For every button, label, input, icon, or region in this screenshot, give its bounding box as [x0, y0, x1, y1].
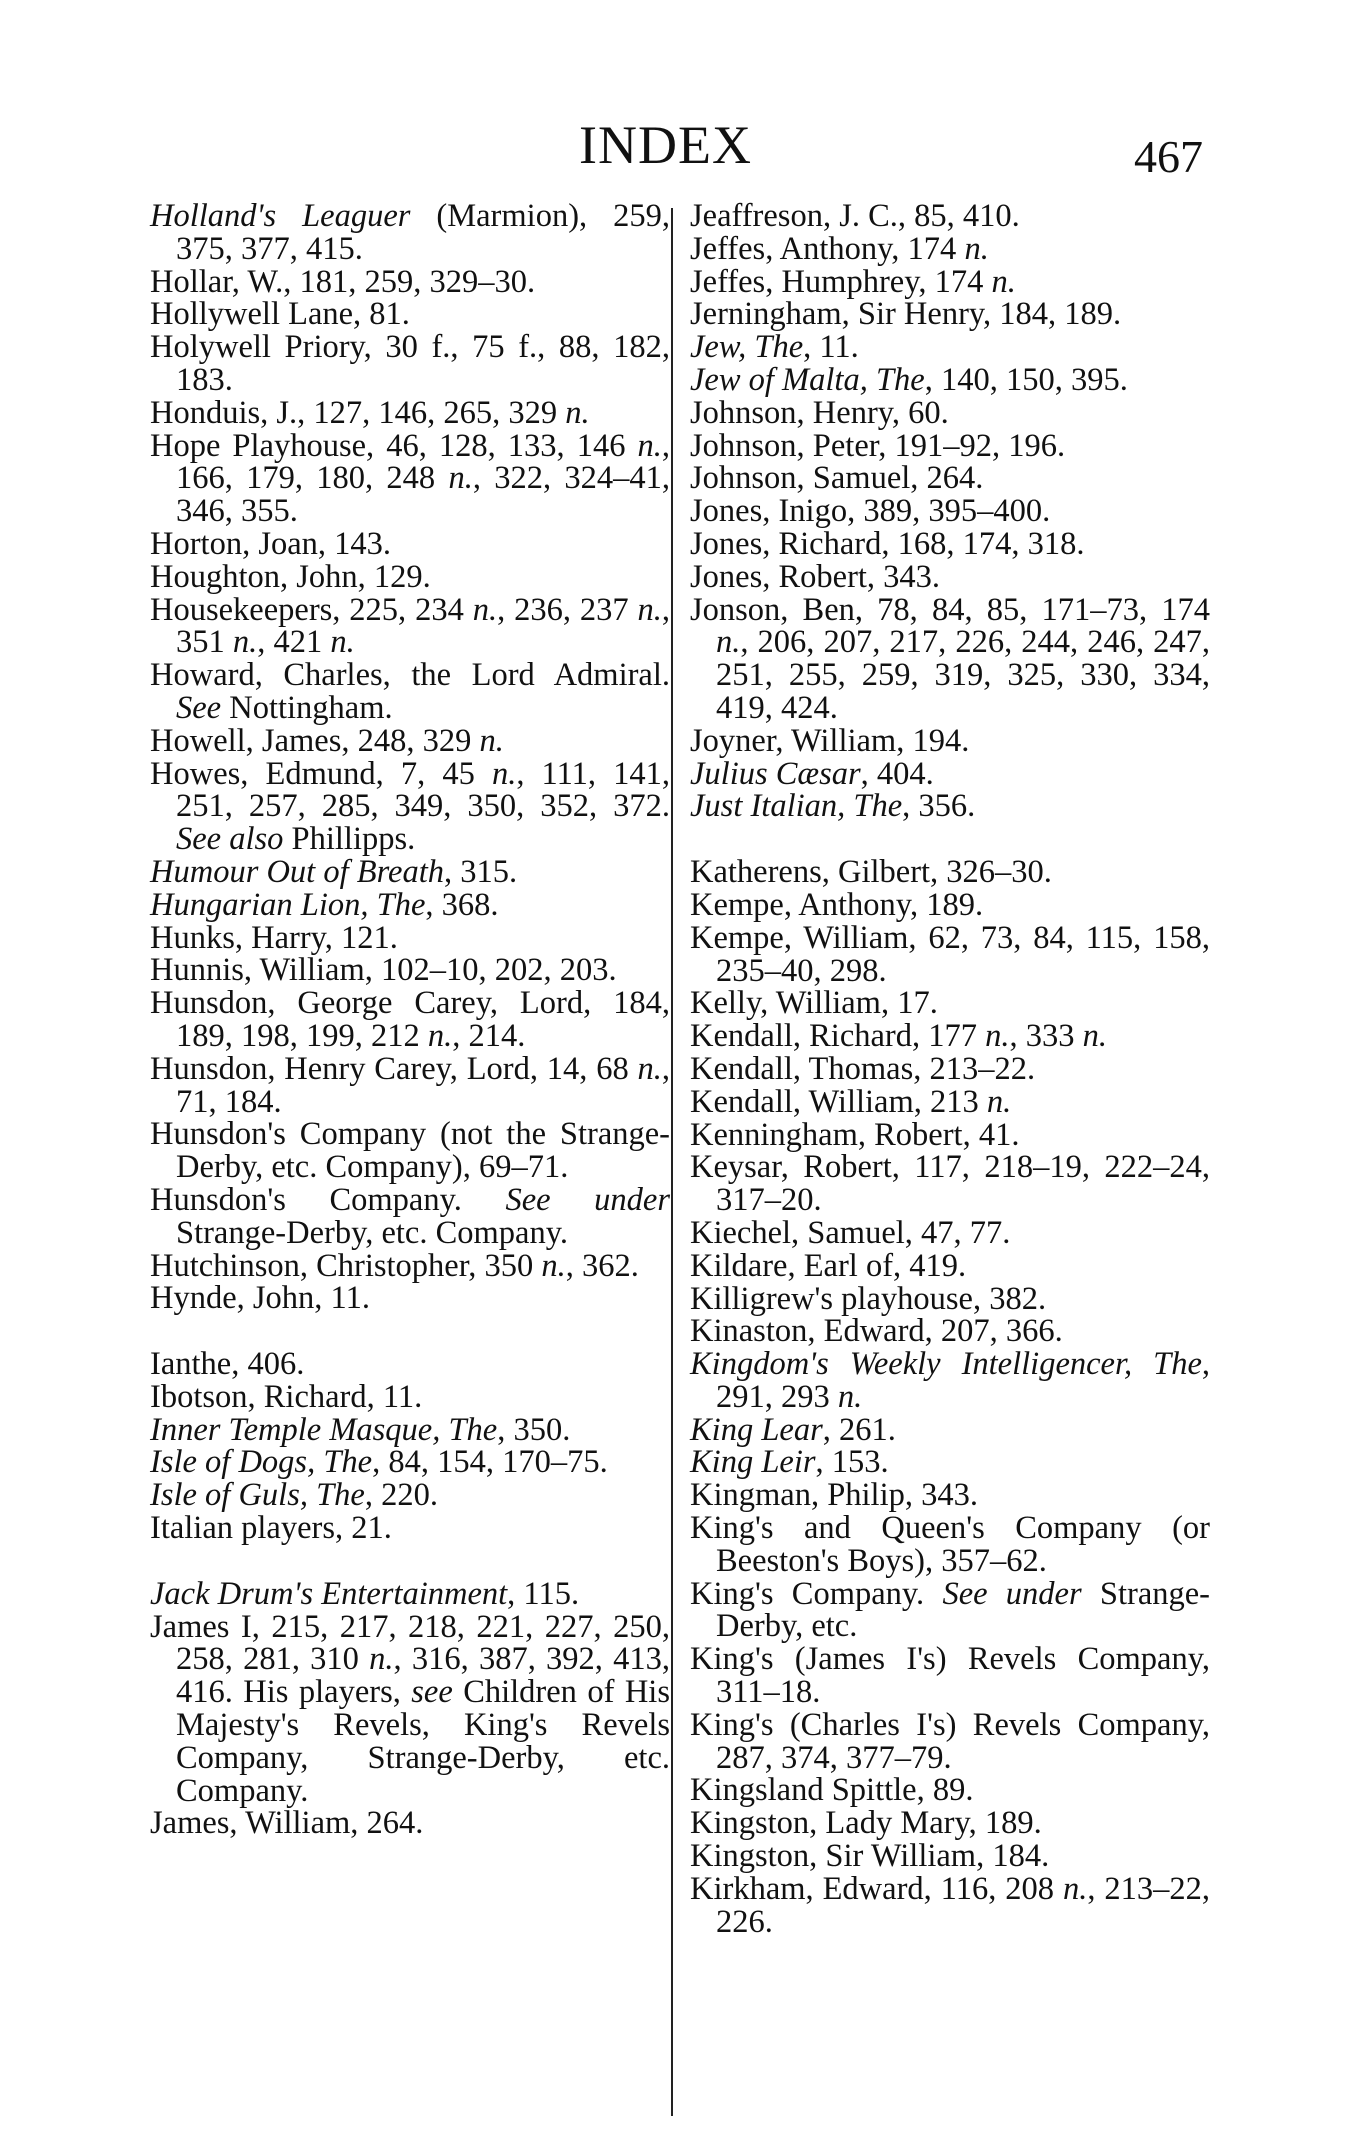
index-entry [150, 591, 670, 661]
index-entry [150, 919, 670, 956]
index-entry-text: Kelly, William, 17. [690, 985, 938, 1022]
index-entry [690, 790, 1210, 823]
index-entry [690, 1575, 1210, 1645]
index-entry-text: Ianthe, 406. [150, 1346, 305, 1383]
index-entry-text: Hunsdon, George Carey, Lord, 184, 189, 198, 199, 212 [150, 985, 670, 1054]
index-entry [150, 954, 670, 987]
index-entry-text: , 11. [803, 329, 859, 366]
index-entry-italic-text: n. [837, 1378, 863, 1415]
index-entry [150, 1807, 670, 1840]
index-entry-text: Jones, Inigo, 389, 395–400. [690, 493, 1051, 530]
index-entry-italic-text: n. [964, 230, 989, 267]
index-entry-text: (Marmion), 259, 375, 377, 415. [176, 198, 670, 267]
index-entry-text: Hollar, W., 181, 259, 329–30. [150, 263, 536, 300]
index-entry-italic-text: n. [491, 755, 517, 792]
index-entry-text: Hunsdon's Company (not the Strange-Derby, etc. Company), 69–71. [150, 1116, 670, 1186]
index-entry-text: , 351 [176, 591, 670, 661]
index-entry-italic-text: Inner Temple Masque, The [150, 1411, 498, 1448]
index-entry-text: Hunsdon, Henry Carey, Lord, 14, 68 [150, 1050, 638, 1087]
index-entry-text: Nottingham. [221, 689, 393, 726]
index-entry-text: Kendall, William, 213 [690, 1083, 987, 1120]
index-entry-text: , 315. [444, 853, 518, 890]
index-entry-text: Hunnis, William, 102–10, 202, 203. [150, 952, 617, 989]
index-entry-text: Keysar, Robert, 117, 218–19, 222–24, 317–20. [690, 1149, 1210, 1219]
index-entry [690, 495, 1210, 528]
index-entry [690, 1151, 1210, 1217]
index-entry-text: Jones, Richard, 168, 174, 318. [690, 525, 1085, 562]
index-entry-text: , 356. [902, 788, 976, 825]
index-entry-italic-text: Jew of Malta, The [690, 361, 925, 398]
index-entry-italic-text: n. [448, 460, 473, 497]
index-entry-text: King's (Charles I's) Revels Company, 287, 374, 377–79. [690, 1706, 1210, 1776]
index-entry-text: Killigrew's playhouse, 382. [690, 1280, 1047, 1317]
index-entry [690, 1247, 1210, 1284]
index-entry [150, 886, 670, 923]
index-entry-text: Jonson, Ben, 78, 84, 85, 171–73, 174 [690, 591, 1210, 628]
index-entry [690, 1348, 1210, 1414]
index-entry-text: , 220. [364, 1477, 438, 1514]
index-entry-italic-text: n. [369, 1641, 394, 1678]
index-entry [690, 331, 1210, 364]
index-entry [150, 722, 670, 759]
index-entry-italic-text: n. [232, 624, 258, 661]
index-entry-text: , 115. [507, 1575, 580, 1612]
index-entry-text: , 236, 237 [497, 591, 638, 628]
index-entry-text: Kempe, Anthony, 189. [690, 886, 984, 923]
index-entry [690, 1315, 1210, 1348]
index-entry [690, 525, 1210, 562]
index-entry-italic-text: See [176, 689, 222, 726]
index-entry [150, 1247, 670, 1284]
index-entry-text: Jeaffreson, J. C., 85, 410. [690, 198, 1020, 234]
index-entry-text: Kendall, Richard, 177 [690, 1018, 986, 1055]
index-entry-text: Kempe, William, 62, 73, 84, 115, 158, 235–40, 298. [690, 919, 1210, 989]
index-entry-italic-text: See also [176, 821, 284, 858]
index-entry-text: , 84, 154, 170–75. [372, 1444, 608, 1481]
index-entry [150, 987, 670, 1053]
index-entry [690, 1116, 1210, 1153]
index-entry [690, 1774, 1210, 1807]
index-entry [150, 200, 670, 266]
index-entry [690, 919, 1210, 989]
index-entry-text: Hunsdon's Company. [150, 1181, 506, 1218]
index-entry-text: , 404. [860, 755, 934, 792]
index-entry-italic-text: See under [942, 1575, 1082, 1612]
index-entry-italic-text: n. [1082, 1018, 1108, 1055]
index-entry [690, 298, 1210, 331]
index-entry-text: Hunks, Harry, 121. [150, 919, 398, 956]
index-entry-text: Honduis, J., 127, 146, 265, 329 [150, 394, 566, 431]
column-divider [671, 208, 673, 2116]
index-entry-text: Kingston, Sir William, 184. [690, 1838, 1050, 1875]
index-entry [690, 1050, 1210, 1087]
index-entry-text: , 140, 150, 395. [924, 361, 1128, 398]
index-entry [150, 853, 670, 890]
index-entry-text: Houghton, John, 129. [150, 558, 431, 595]
index-entry-text: Jones, Robert, 343. [690, 558, 941, 595]
index-entry [690, 1512, 1210, 1578]
index-entry [690, 1083, 1210, 1120]
index-entry-text: , 261. [822, 1411, 896, 1448]
index-entry-text: Housekeepers, 225, 234 [150, 591, 473, 628]
index-entry-text: Kinaston, Edward, 207, 366. [690, 1313, 1063, 1350]
index-entry-italic-text: n. [986, 1083, 1012, 1120]
index-entry-text: Kenningham, Robert, 41. [690, 1116, 1020, 1153]
index-entry [150, 525, 670, 562]
index-entry-text: Johnson, Samuel, 264. [690, 460, 984, 497]
index-entry-text: Katherens, Gilbert, 326–30. [690, 854, 1052, 891]
index-entry-text: , 350. [497, 1411, 571, 1448]
index-entry [690, 361, 1210, 398]
index-entry-text: Kingman, Philip, 343. [690, 1477, 978, 1514]
page-header [0, 0, 1358, 190]
index-entry-text: Children of His Majesty's Revels, King's Revels Company, Strange-Derby, etc. Company. [176, 1674, 670, 1809]
page-number: 467 [1134, 131, 1203, 182]
index-entry [690, 1643, 1210, 1709]
index-entry [690, 394, 1210, 431]
index-entry-text: , 362. [565, 1247, 639, 1284]
index-entry [690, 1807, 1210, 1840]
index-entry-text: Ibotson, Richard, 11. [150, 1378, 423, 1415]
index-entry [150, 1512, 670, 1545]
index-entry-italic-text: n. [716, 624, 741, 661]
index-entry-text: , 214. [452, 1017, 526, 1054]
index-entry-text: , 322, 324–41, 346, 355. [176, 460, 671, 530]
index-entry [150, 331, 670, 397]
index-entry-italic-text: Hungarian Lion, The [150, 886, 426, 923]
index-entry-text: Howell, James, 248, 329 [150, 722, 480, 759]
index-entry-italic-text: Jack Drum's Entertainment [150, 1575, 508, 1612]
index-entry-text: Kiechel, Samuel, 47, 77. [690, 1214, 1011, 1251]
index-entry-italic-text: Isle of Guls, The [150, 1477, 365, 1514]
index-entry [150, 659, 670, 725]
index-entry-italic-text: Humour Out of Breath [150, 853, 444, 890]
index-entry [150, 1411, 670, 1448]
index-entry-italic-text: n. [637, 427, 662, 464]
index-entry-italic-text: n. [985, 1018, 1010, 1055]
index-entry-italic-text: n. [637, 591, 662, 628]
index-entry [690, 1411, 1210, 1448]
index-entry-italic-text: King Lear [690, 1411, 823, 1448]
index-entry [690, 200, 1210, 233]
index-entry [690, 591, 1210, 726]
index-entry [690, 755, 1210, 792]
index-entry-text: , 213–22, 226. [716, 1870, 1210, 1940]
index-entry [690, 462, 1210, 495]
index-entry [150, 1050, 670, 1120]
index-entry [150, 1181, 670, 1251]
index-entry-italic-text: Just Italian, The [690, 788, 903, 825]
page-title: INDEX [579, 115, 752, 175]
index-entry-text: Kendall, Thomas, 213–22. [690, 1050, 1036, 1087]
index-entry [690, 1479, 1210, 1512]
index-entry-text: , 333 [1009, 1018, 1083, 1055]
index-entry [150, 1348, 670, 1381]
index-entry-text: Strange-Derby, etc. [716, 1575, 1210, 1645]
index-entry-text: Johnson, Henry, 60. [690, 394, 949, 431]
index-entry [150, 1446, 670, 1479]
index-entry-text: , 291, 293 [716, 1346, 1210, 1415]
index-entry [150, 558, 670, 595]
index-entry-text: Kirkham, Edward, 116, 208 [690, 1870, 1063, 1907]
index-entry [690, 886, 1210, 923]
index-entry-text: Jeffes, Anthony, 174 [690, 230, 965, 267]
index-entry-text: Italian players, 21. [150, 1510, 392, 1547]
index-entry [690, 263, 1210, 300]
index-entry-italic-text: n. [472, 591, 498, 628]
index-entry [690, 1214, 1210, 1251]
index-entry-italic-text: n. [637, 1050, 662, 1087]
index-entry [150, 394, 670, 431]
index-entry-italic-text: Jew, The [690, 329, 804, 366]
index-entry-text: Horton, Joan, 143. [150, 525, 392, 562]
index-entry-text: , 166, 179, 180, 248 [176, 427, 670, 497]
index-entry [690, 230, 1210, 267]
index-entry-text: , 368. [425, 886, 499, 923]
index-entry-text: James, William, 264. [150, 1805, 424, 1842]
index-entry-text: Kingston, Lady Mary, 189. [690, 1805, 1042, 1842]
index-column-right [690, 200, 1210, 1938]
index-entry-text: Phillipps. [283, 821, 416, 858]
index-entry [150, 427, 671, 530]
index-entry-italic-text: Julius Cæsar [690, 755, 861, 792]
index-entry-text: Hope Playhouse, 46, 128, 133, 146 [150, 427, 638, 464]
index-entry-text: King's Company. [690, 1575, 943, 1612]
index-entry-italic-text: Holland's Leaguer [150, 198, 411, 234]
index-entry [690, 856, 1210, 889]
index-entry-text: Howard, Charles, the Lord Admiral. [150, 657, 670, 694]
index-entry-italic-text: See under [505, 1181, 670, 1218]
index-entry-text: Jerningham, Sir Henry, 184, 189. [690, 296, 1122, 333]
index-entry-text: , 153. [815, 1444, 889, 1481]
index-entry-italic-text: n. [565, 394, 590, 431]
index-entry-italic-text: see [411, 1674, 453, 1711]
index-entry [690, 1840, 1210, 1873]
index-column-left [150, 200, 670, 1840]
index-entry-text: Hutchinson, Christopher, 350 [150, 1247, 542, 1284]
index-entry-text: , 421 [257, 624, 331, 661]
index-entry-text: Hynde, John, 11. [150, 1280, 370, 1317]
index-entry-text: Kildare, Earl of, 419. [690, 1247, 967, 1284]
index-entry-italic-text: n. [991, 263, 1016, 300]
index-entry [150, 298, 670, 331]
index-entry-italic-text: King Leir [690, 1444, 816, 1481]
section-gap [150, 1545, 670, 1578]
index-entry [690, 1706, 1210, 1776]
index-entry-text: Strange-Derby, etc. Company. [176, 1214, 568, 1251]
index-entry-text: Hollywell Lane, 81. [150, 296, 410, 333]
index-entry [690, 722, 1210, 759]
index-entry-text: King's (James I's) Revels Company, 311–18. [690, 1641, 1210, 1711]
index-entry-text: Jeffes, Humphrey, 174 [690, 263, 992, 300]
index-entry [690, 558, 1210, 595]
index-entry-text: Kingsland Spittle, 89. [690, 1772, 974, 1809]
index-entry [150, 1608, 671, 1809]
index-entry [690, 1870, 1210, 1940]
index-entry [690, 1280, 1210, 1317]
index-entry [150, 1118, 670, 1184]
index-entry-text: Joyner, William, 194. [690, 722, 970, 759]
index-entry-text: , 316, 387, 392, 413, 416. His players, [176, 1641, 671, 1711]
index-entry [150, 1479, 670, 1512]
index-entry [150, 755, 670, 858]
index-entry-italic-text: n. [541, 1247, 566, 1284]
index-entry [150, 1378, 670, 1415]
index-entry-italic-text: n. [1062, 1870, 1088, 1907]
index-entry-text: Johnson, Peter, 191–92, 196. [690, 427, 1066, 464]
index-entry [690, 1446, 1210, 1479]
index-entry-text: Howes, Edmund, 7, 45 [150, 755, 492, 792]
index-entry-italic-text: n. [479, 722, 504, 759]
index-entry [150, 263, 670, 300]
index-entry [690, 427, 1210, 464]
index-entry-text: , 71, 184. [176, 1050, 670, 1120]
index-entry-text: Holywell Priory, 30 f., 75 f., 88, 182, 183. [150, 329, 670, 398]
index-entry-text: , 111, 141, 251, 257, 285, 349, 350, 352, 372. [176, 755, 670, 825]
index-entry-text: James I, 215, 217, 218, 221, 227, 250, 258, 281, 310 [150, 1608, 670, 1678]
index-entry [690, 987, 1210, 1020]
section-gap [690, 823, 1210, 856]
section-gap [150, 1315, 670, 1348]
index-entry-italic-text: n. [330, 624, 355, 661]
index-entry-text: , 206, 207, 217, 226, 244, 246, 247, 251, 255, 259, 319, 325, 330, 334, 419, 424. [716, 624, 1210, 726]
index-entry-text: King's and Queen's Company (or Beeston's Boys), 357–62. [690, 1510, 1210, 1579]
index-entry-italic-text: n. [427, 1017, 453, 1054]
index-entry [690, 1020, 1210, 1053]
index-entry [150, 1282, 670, 1315]
index-entry-italic-text: Isle of Dogs, The [150, 1444, 373, 1481]
index-entry-italic-text: Kingdom's Weekly Intelligencer, The [690, 1346, 1202, 1383]
index-entry [150, 1575, 670, 1612]
